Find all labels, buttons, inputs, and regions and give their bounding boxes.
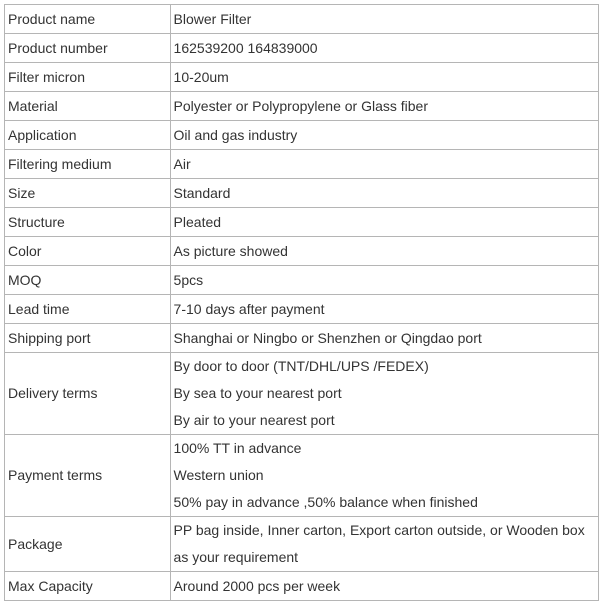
row-value-line: By air to your nearest port bbox=[173, 412, 335, 428]
row-value-line: 50% pay in advance ,50% balance when finished bbox=[173, 494, 478, 510]
row-value bbox=[170, 208, 598, 237]
row-value-line: As picture showed bbox=[173, 242, 288, 259]
row-value-line: 10-20um bbox=[173, 68, 229, 85]
row-value bbox=[170, 121, 598, 150]
row-value bbox=[170, 324, 598, 353]
row-value bbox=[170, 353, 598, 435]
row-value-line: By sea to your nearest port bbox=[173, 385, 342, 401]
row-label: Size bbox=[5, 179, 171, 208]
row-value bbox=[170, 435, 598, 517]
row-label: Product name bbox=[5, 5, 171, 34]
row-value-line: 5pcs bbox=[173, 271, 204, 288]
row-value bbox=[170, 150, 598, 179]
table-row bbox=[5, 435, 599, 517]
row-value-line: as your requirement bbox=[173, 549, 299, 565]
table-row bbox=[5, 572, 599, 601]
row-value-line: Shanghai or Ningbo or Shenzhen or Qingdao port bbox=[173, 329, 482, 346]
row-value bbox=[170, 237, 598, 266]
row-label: Delivery terms bbox=[5, 353, 171, 435]
table-row bbox=[5, 353, 599, 435]
row-label: Package bbox=[5, 517, 171, 572]
row-value-line: By door to door (TNT/DHL/UPS /FEDEX) bbox=[173, 358, 429, 374]
row-value bbox=[170, 63, 598, 92]
row-label: Lead time bbox=[5, 295, 171, 324]
row-value-line: 162539200 164839000 bbox=[173, 39, 318, 56]
row-value bbox=[170, 179, 598, 208]
row-value-line: Oil and gas industry bbox=[173, 126, 298, 143]
table-row bbox=[5, 208, 599, 237]
product-spec-table bbox=[4, 4, 599, 601]
row-value bbox=[170, 92, 598, 121]
row-value bbox=[170, 295, 598, 324]
table-row bbox=[5, 295, 599, 324]
table-row bbox=[5, 5, 599, 34]
row-value-line: Western union bbox=[173, 467, 264, 483]
row-value-line: PP bag inside, Inner carton, Export carton outside, or Wooden box bbox=[173, 522, 585, 538]
row-value bbox=[170, 517, 598, 572]
table-row bbox=[5, 121, 599, 150]
row-label: Payment terms bbox=[5, 435, 171, 517]
row-label: Color bbox=[5, 237, 171, 266]
row-value-line: 7-10 days after payment bbox=[173, 300, 325, 317]
row-label: Material bbox=[5, 92, 171, 121]
table-row bbox=[5, 237, 599, 266]
table-row bbox=[5, 150, 599, 179]
row-label: MOQ bbox=[5, 266, 171, 295]
table-row bbox=[5, 92, 599, 121]
row-label: Shipping port bbox=[5, 324, 171, 353]
table-row bbox=[5, 34, 599, 63]
row-value-line: 100% TT in advance bbox=[173, 440, 302, 456]
table-row bbox=[5, 266, 599, 295]
row-label: Application bbox=[5, 121, 171, 150]
row-value-line: Polyester or Polypropylene or Glass fiber bbox=[173, 97, 428, 114]
row-value-line: Air bbox=[173, 155, 191, 172]
table-row bbox=[5, 63, 599, 92]
row-value-line: Around 2000 pcs per week bbox=[173, 577, 341, 594]
table-row bbox=[5, 517, 599, 572]
row-label: Filtering medium bbox=[5, 150, 171, 179]
table-row bbox=[5, 179, 599, 208]
row-label: Product number bbox=[5, 34, 171, 63]
table-row bbox=[5, 324, 599, 353]
row-value-line: Standard bbox=[173, 184, 231, 201]
row-label: Max Capacity bbox=[5, 572, 171, 601]
row-value-line: Pleated bbox=[173, 213, 222, 230]
row-label: Filter micron bbox=[5, 63, 171, 92]
row-value bbox=[170, 266, 598, 295]
row-value-line: Blower Filter bbox=[173, 10, 252, 27]
row-value bbox=[170, 572, 598, 601]
row-value bbox=[170, 34, 598, 63]
row-value bbox=[170, 5, 598, 34]
spec-table-container bbox=[4, 4, 599, 601]
row-label: Structure bbox=[5, 208, 171, 237]
